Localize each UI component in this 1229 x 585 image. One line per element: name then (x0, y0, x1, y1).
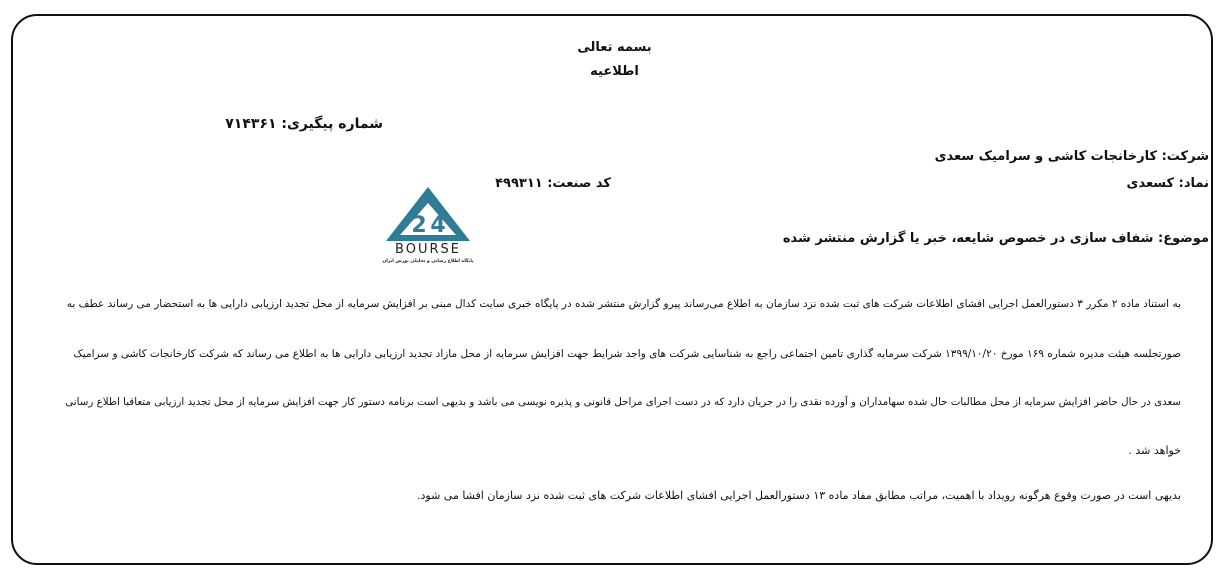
tracking-label: شماره پیگیری: (281, 116, 383, 132)
logo-digit-4: 4 (430, 213, 446, 238)
subject-line (783, 231, 1209, 246)
industry-code-value: ۴۹۹۳۱۱ (495, 176, 543, 191)
document-frame (11, 14, 1213, 565)
bourse-logo (378, 185, 478, 265)
body-line-3: سعدی در حال حاضر افزایش سرمایه از محل مطالبات حال شده سهامداران و آورده نقدی را در جریان دارد که در دست اجرای مراحل قانونی و پذیره نویسی می باشد و بدیهی است برنامه دستور کار جهت افزایش سرمایه از محل تجدید ارزیابی متعاقبا اطلاع رسانی (65, 396, 1181, 408)
body-line-4: خواهد شد . (1128, 444, 1181, 457)
logo-word: BOURSE (395, 242, 461, 257)
company-line (935, 149, 1209, 164)
industry-code-label: کد صنعت: (547, 176, 611, 191)
header-subtitle: اطلاعیه (590, 64, 639, 79)
subject-value: شفاف سازی در خصوص شایعه، خبر یا گزارش منتشر شده (782, 231, 1154, 246)
body-line-1: به استناد ماده ۲ مکرر ۳ دستورالعمل اجرایی افشای اطلاعات شرکت های ثبت شده نزد سازمان به اطلاع می‌رساند پیرو گزارش منتشر شده در پایگاه خبری سایت کدال مبنی بر افزایش سرمایه از محل تجدید ارزیابی دارایی ها به استحضار می رساند عطف به (66, 298, 1181, 310)
tracking-number (225, 116, 383, 132)
symbol-label: نماد: (1178, 176, 1209, 191)
industry-code-line (495, 176, 611, 191)
symbol-line (1127, 176, 1209, 191)
tracking-value: ۷۱۴۳۶۱ (225, 116, 277, 132)
company-label: شرکت: (1161, 149, 1209, 164)
company-value: کارخانجات کاشی و سرامیک سعدی (934, 149, 1158, 164)
logo-digit-2: 2 (411, 213, 427, 238)
body-line-2: صورتجلسه هیئت مدیره شماره ۱۶۹ مورخ ۱۳۹۹/۱۰/۲۰ شرکت سرمایه گذاری تامین اجتماعی راجع به شناسایی شرکت های واجد شرایط جهت افزایش سرمایه از محل مازاد تجدید ارزیابی دارایی ها به اطلاع می رساند که شرکت کارخانجات کاشی و سرامیک (73, 348, 1181, 360)
subject-label: موضوع: (1158, 231, 1209, 246)
logo-tagline: پایگاه اطلاع رسانی و تحلیلی بورس ایران (382, 259, 474, 264)
symbol-value: کسعدی (1126, 176, 1175, 191)
header-title: بسمه تعالی (577, 40, 652, 55)
body-line-5: بدیهی است در صورت وقوع هرگونه رویداد با اهمیت، مراتب مطابق مفاد ماده ۱۳ دستورالعمل اجرایی افشای اطلاعات شرکت های ثبت شده نزد سازمان افشا می شود. (417, 489, 1181, 502)
